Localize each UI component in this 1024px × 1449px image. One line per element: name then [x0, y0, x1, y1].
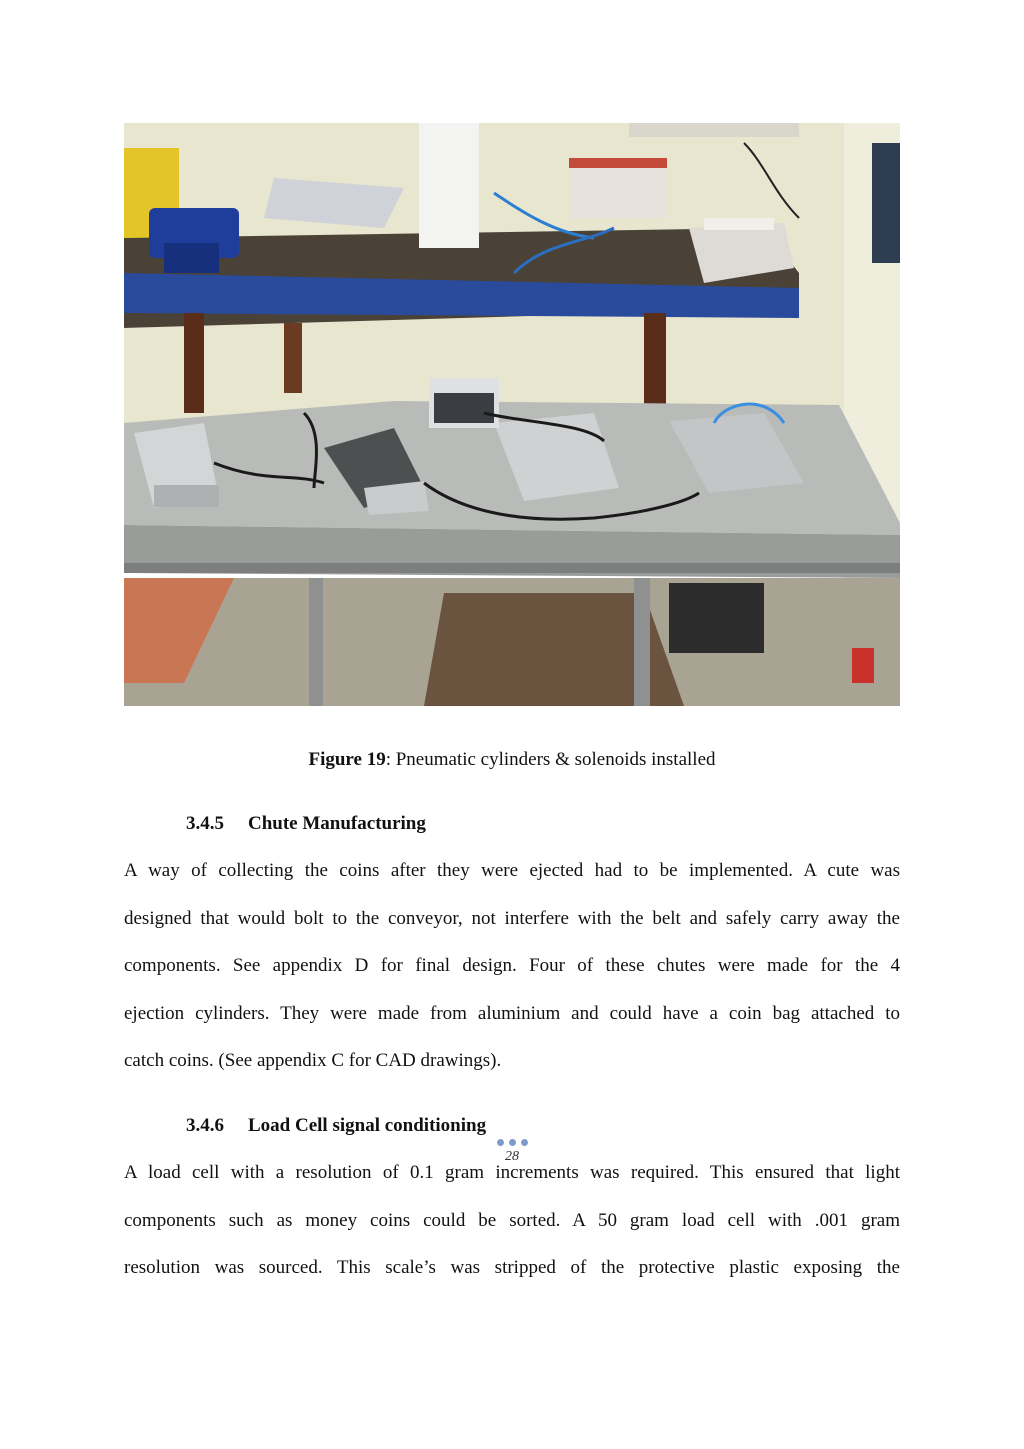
dot	[509, 1139, 516, 1146]
footer-dots-icon	[497, 1139, 528, 1146]
figure-photo	[124, 123, 900, 706]
paragraph-line: components. See appendix D for final design. Four of these chutes were made for the 4	[124, 955, 900, 976]
paragraph-line: components such as money coins could be sorted. A 50 gram load cell with .001 gram	[124, 1209, 900, 1231]
figure-caption-text: : Pneumatic cylinders & solenoids installed	[385, 749, 716, 770]
dot	[521, 1139, 528, 1146]
paragraph-line: A load cell with a resolution of 0.1 gram increments was required. This ensured that light	[124, 1162, 900, 1183]
section-heading-345	[186, 812, 426, 836]
page-number: 28	[505, 1149, 519, 1164]
page-footer	[0, 1133, 1024, 1165]
section-title: Load Cell signal conditioning	[248, 1115, 487, 1136]
paragraph-line: A way of collecting the coins after they were ejected had to be implemented. A cute was	[124, 860, 900, 881]
section-number: 3.4.6	[186, 1115, 224, 1136]
paragraph-line: ejection cylinders. They were made from aluminium and could have a coin bag attached to	[124, 1002, 900, 1024]
section-number: 3.4.5	[186, 813, 224, 834]
figure-label: Figure 19	[308, 749, 386, 770]
paragraph-chute-manufacturing	[124, 859, 900, 1097]
dot	[497, 1139, 504, 1146]
figure-caption	[0, 748, 1024, 772]
section-title: Chute Manufacturing	[248, 813, 426, 834]
paragraph-line: resolution was sourced. This scale’s was stripped of the protective plastic exposing the	[124, 1257, 900, 1278]
paragraph-line: designed that would bolt to the conveyor, not interfere with the belt and safely carry away the	[124, 907, 900, 929]
paragraph-load-cell	[124, 1161, 900, 1304]
paragraph-line: catch coins. (See appendix C for CAD drawings).	[124, 1050, 502, 1071]
